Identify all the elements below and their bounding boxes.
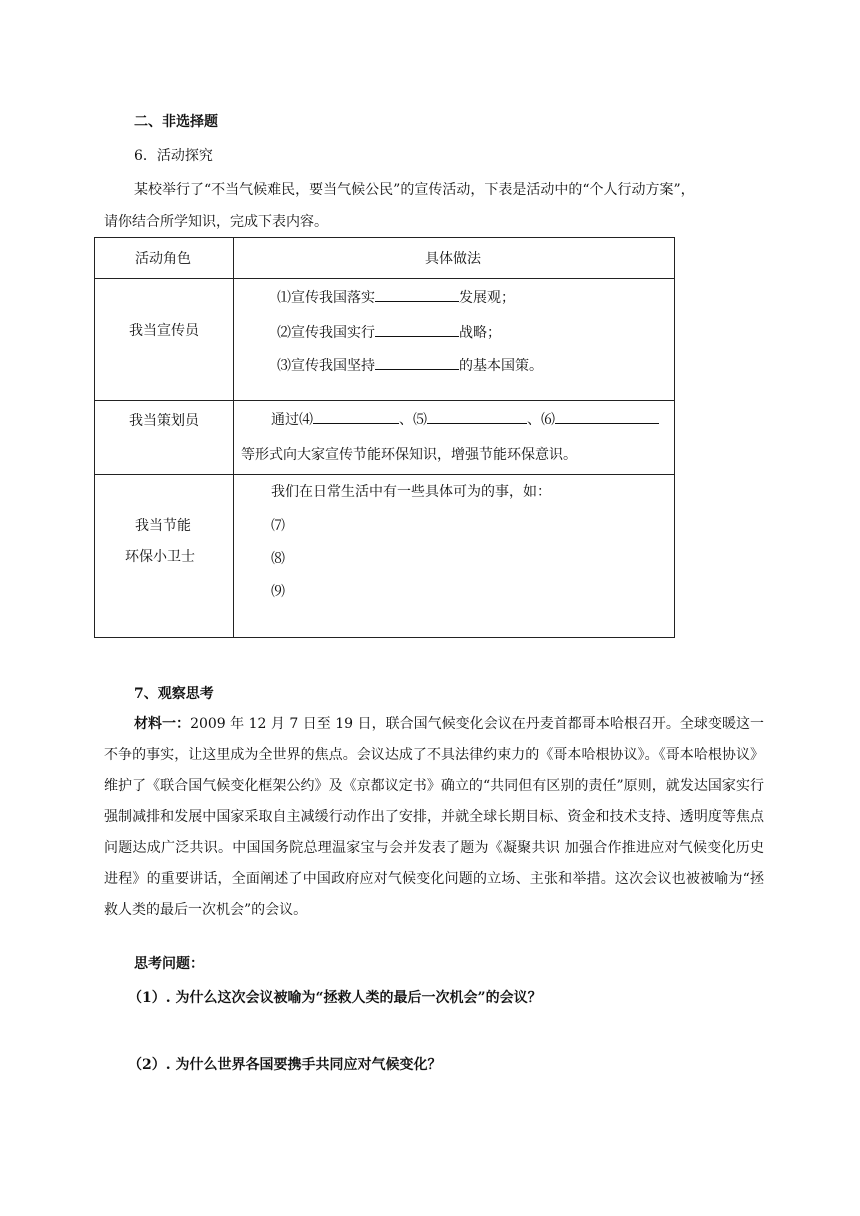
q6-number: 6． — [134, 148, 157, 164]
material-label: 材料一： — [134, 716, 191, 732]
row3-item9: ⑼ — [271, 584, 285, 600]
blank-field[interactable] — [313, 409, 399, 424]
q6-title: 活动探究 — [156, 148, 213, 164]
table-row-divider — [95, 474, 674, 475]
row3-intro: 我们在日常生活中有一些具体可为的事，如： — [271, 484, 551, 500]
q6-heading — [134, 145, 213, 165]
q7-material — [104, 709, 764, 926]
question-1: （1）. 为什么这次会议被喻为“拯救人类的最后一次机会”的会议？ — [128, 990, 542, 1006]
row1-item3: ⑶宣传我国坚持 的基本国策。 — [277, 355, 543, 375]
row3-item7: ⑺ — [271, 518, 285, 534]
q6-intro-line2: 请你结合所学知识，完成下表内容。 — [104, 214, 328, 230]
table-row-divider — [95, 400, 674, 401]
q7-title: 7、观察思考 — [134, 686, 214, 702]
blank-field[interactable] — [375, 322, 459, 337]
blank-field[interactable] — [427, 409, 527, 424]
row1-item1: ⑴宣传我国落实 发展观； — [277, 287, 515, 307]
section-title: 二、非选择题 — [134, 114, 218, 130]
table-row-divider — [95, 278, 674, 279]
q6-intro-line1: 某校举行了“不当气候难民，要当气候公民”的宣传活动，下表是活动中的“个人行动方案”， — [134, 182, 695, 198]
row1-role: 我当宣传员 — [129, 323, 199, 339]
row3-item8: ⑻ — [271, 551, 285, 567]
action-plan-table — [94, 237, 675, 638]
blank-field[interactable] — [555, 409, 659, 424]
row3-role-line2: 环保小卫士 — [125, 549, 195, 565]
row1-item2: ⑵宣传我国实行 战略； — [277, 322, 501, 342]
row2-line1: 通过⑷ 、⑸ 、⑹ — [271, 409, 659, 429]
row3-role-line1: 我当节能 — [135, 518, 191, 534]
blank-field[interactable] — [375, 287, 459, 302]
question-2: （2）. 为什么世界各国要携手共同应对气候变化？ — [128, 1057, 442, 1073]
row2-role: 我当策划员 — [129, 413, 199, 429]
think-label: 思考问题： — [134, 956, 204, 972]
table-column-divider — [233, 238, 234, 637]
header-method: 具体做法 — [425, 251, 481, 267]
header-role: 活动角色 — [135, 251, 191, 267]
blank-field[interactable] — [375, 355, 459, 370]
material-text: 2009 年 12 月 7 日至 19 日，联合国气候变化会议在丹麦首都哥本哈根召开。全球变暖这一不争的事实，让这里成为全世界的焦点。会议达成了不具法律约束力的《哥本哈根协议》。《哥本哈根协议》维护了《联合国气候变化框架公约》及《京都议定书》确立的“共同但有区别的责任”原则，就发达国家实行强制减排和发展中国家采取自主减缓行动作出了安排，并就全球长期目标、资金和技术支持、透明度等焦点问题达成广泛共识。中国国务院总理温家宝与会并发表了题为《凝聚共识 加强合作推进应对气候变化历史进程》的重要讲话，全面阐述了中国政府应对气候变化问题的立场、主张和举措。这次会议也被被喻为“拯救人类的最后一次机会”的会议。 — [104, 716, 764, 918]
row2-line2: 等形式向大家宣传节能环保知识，增强节能环保意识。 — [241, 447, 577, 463]
